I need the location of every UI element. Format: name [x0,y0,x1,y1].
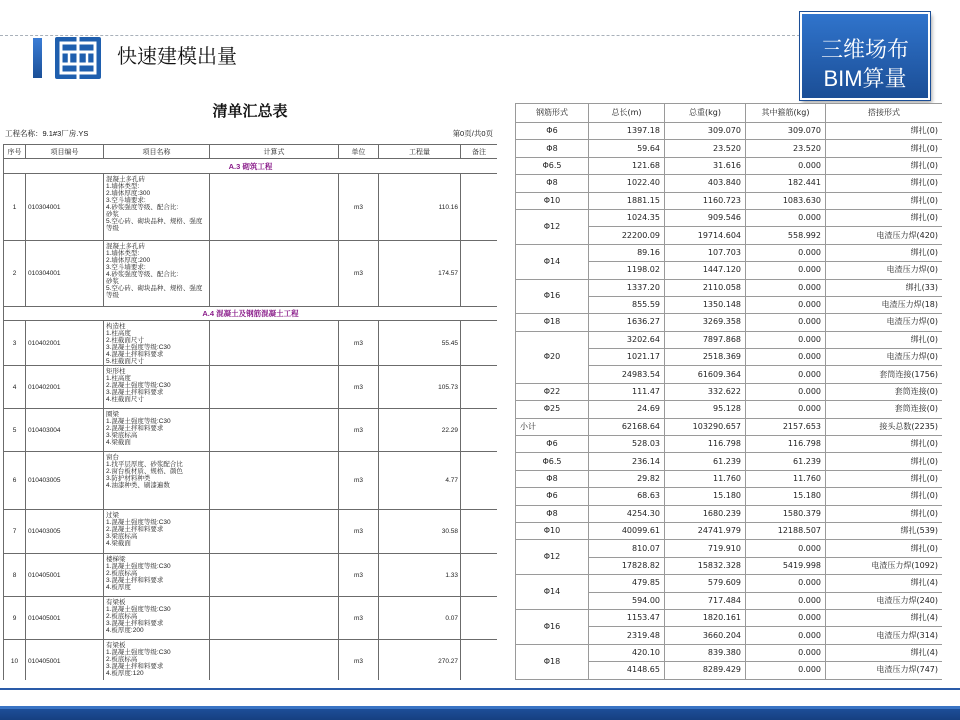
rebar-cell-spec: Φ8 [516,140,589,157]
rebar-cell-length: 40099.61 [589,522,665,539]
rebar-row [516,453,943,470]
rebar-cell-weight: 839.380 [665,644,746,661]
bill-cell-no: 7 [4,510,26,554]
bill-cell-no: 1 [4,174,26,241]
bill-cell-unit: m3 [339,174,379,241]
rebar-cell-spec: Φ6 [516,488,589,505]
rebar-cell-length: 62168.64 [589,418,665,435]
rebar-cell-stirrup: 0.000 [746,331,826,348]
company-logo [55,37,101,79]
rebar-cell-length: 24.69 [589,401,665,418]
rebar-cell-weight: 309.070 [665,123,746,140]
bill-row [4,241,498,307]
bill-cell-formula [210,452,339,510]
bill-cell-code: 010304001 [26,241,104,307]
bill-cell-code: 010402001 [26,366,104,409]
rebar-cell-spec: Φ8 [516,505,589,522]
bill-cell-no: 8 [4,554,26,597]
bill-header-name: 项目名称 [104,145,210,159]
rebar-cell-spec: Φ18 [516,314,589,331]
rebar-cell-length: 1337.20 [589,279,665,296]
rebar-cell-weight: 19714.604 [665,227,746,244]
bill-cell-note [461,554,498,597]
rebar-cell-weight: 3660.204 [665,627,746,644]
rebar-cell-spec: Φ14 [516,244,589,279]
bill-cell-formula [210,409,339,452]
rebar-cell-lap: 电渣压力焊(18) [826,296,943,313]
rebar-row [516,470,943,487]
rebar-row [516,331,943,348]
rebar-cell-lap: 绑扎(4) [826,609,943,626]
bill-cell-unit: m3 [339,321,379,366]
rebar-cell-stirrup: 1083.630 [746,192,826,209]
rebar-row [516,140,943,157]
rebar-cell-lap: 绑扎(0) [826,192,943,209]
bill-cell-name: 矩形柱 1.柱高度 2.混凝土强度等级:C30 3.混凝土拌和料要求 4.柱截面尺寸 [104,366,210,409]
bill-table [3,144,497,680]
rebar-cell-stirrup: 0.000 [746,296,826,313]
rebar-cell-spec: Φ12 [516,209,589,244]
rebar-row [516,279,943,296]
bill-section-title: A.4 混凝土及钢筋混凝土工程 [4,307,498,321]
rebar-cell-length: 1153.47 [589,609,665,626]
bill-row [4,597,498,640]
rebar-cell-weight: 95.128 [665,401,746,418]
rebar-cell-lap: 电渣压力焊(314) [826,627,943,644]
bill-project-name: 工程名称：9.1#3厂房.YS [5,129,89,138]
rebar-cell-length: 29.82 [589,470,665,487]
rebar-row [516,644,943,661]
rebar-cell-stirrup: 61.239 [746,453,826,470]
bill-cell-name: 混凝土多孔砖 1.墙体类型: 2.墙体厚度:300 3.空斗墙要求: 4.砂浆强度等级、配合比: 砂浆 5.空心砖、砌块品种、规格、强度等级 [104,174,210,241]
rebar-cell-length: 3202.64 [589,331,665,348]
bill-cell-no: 6 [4,452,26,510]
rebar-cell-weight: 7897.868 [665,331,746,348]
bill-cell-quantity: 174.57 [379,241,461,307]
bill-cell-unit: m3 [339,409,379,452]
bill-page-number: 第0页/共0页 [452,129,493,138]
rebar-cell-weight: 717.484 [665,592,746,609]
rebar-cell-length: 68.63 [589,488,665,505]
rebar-cell-weight: 3269.358 [665,314,746,331]
rebar-cell-stirrup: 0.000 [746,540,826,557]
rebar-cell-spec: Φ16 [516,279,589,314]
rebar-summary-sheet [515,103,942,680]
rebar-cell-lap: 绑扎(0) [826,157,943,174]
rebar-cell-spec: Φ12 [516,540,589,575]
rebar-cell-spec: Φ8 [516,175,589,192]
bill-cell-formula [210,174,339,241]
bill-header-unit: 单位 [339,145,379,159]
bill-cell-note [461,321,498,366]
rebar-cell-stirrup: 0.000 [746,401,826,418]
rebar-cell-length: 1636.27 [589,314,665,331]
rebar-cell-lap: 绑扎(0) [826,436,943,453]
rebar-cell-spec: Φ8 [516,470,589,487]
bill-header-quantity: 工程量 [379,145,461,159]
rebar-cell-lap: 绑扎(0) [826,331,943,348]
rebar-row [516,609,943,626]
bill-cell-code: 010403005 [26,452,104,510]
rebar-cell-stirrup: 0.000 [746,383,826,400]
rebar-cell-weight: 1447.120 [665,262,746,279]
bill-cell-formula [210,366,339,409]
rebar-cell-spec: Φ25 [516,401,589,418]
rebar-cell-stirrup: 12188.507 [746,522,826,539]
rebar-cell-stirrup: 0.000 [746,349,826,366]
rebar-cell-weight: 579.609 [665,575,746,592]
rebar-header-spec: 钢筋形式 [516,104,589,123]
rebar-cell-stirrup: 0.000 [746,627,826,644]
bill-cell-name: 过梁 1.混凝土强度等级:C30 2.混凝土拌和料要求 3.梁底标高 4.梁截面 [104,510,210,554]
rebar-header-weight: 总重(kg) [665,104,746,123]
rebar-cell-spec: Φ14 [516,575,589,610]
rebar-cell-lap: 电渣压力焊(420) [826,227,943,244]
rebar-cell-weight: 11.760 [665,470,746,487]
rebar-cell-lap: 套筒连接(1756) [826,366,943,383]
rebar-cell-weight: 15832.328 [665,557,746,574]
rebar-cell-length: 121.68 [589,157,665,174]
rebar-cell-stirrup: 23.520 [746,140,826,157]
rebar-cell-stirrup: 1580.379 [746,505,826,522]
rebar-cell-lap: 绑扎(0) [826,505,943,522]
rebar-cell-weight: 1680.239 [665,505,746,522]
bill-cell-quantity: 0.07 [379,597,461,640]
rebar-cell-length: 479.85 [589,575,665,592]
rebar-cell-weight: 2110.058 [665,279,746,296]
rebar-cell-lap: 电渣压力焊(0) [826,349,943,366]
bill-cell-note [461,452,498,510]
rebar-cell-stirrup: 0.000 [746,609,826,626]
bill-cell-no: 5 [4,409,26,452]
bill-cell-unit: m3 [339,554,379,597]
bill-cell-quantity: 1.33 [379,554,461,597]
rebar-cell-stirrup: 0.000 [746,366,826,383]
rebar-cell-lap: 电渣压力焊(747) [826,662,943,679]
rebar-cell-lap: 绑扎(4) [826,575,943,592]
rebar-cell-weight: 909.546 [665,209,746,226]
bill-section-title: A.3 砌筑工程 [4,159,498,174]
rebar-cell-weight: 31.616 [665,157,746,174]
rebar-cell-stirrup: 0.000 [746,662,826,679]
rebar-cell-length: 17828.82 [589,557,665,574]
rebar-cell-spec: Φ6.5 [516,157,589,174]
rebar-cell-lap: 电渣压力焊(0) [826,262,943,279]
rebar-cell-length: 4254.30 [589,505,665,522]
bill-cell-quantity: 22.29 [379,409,461,452]
rebar-cell-weight: 719.910 [665,540,746,557]
rebar-cell-stirrup: 309.070 [746,123,826,140]
title-accent-bar [33,38,42,78]
rebar-cell-spec: Φ20 [516,331,589,383]
bill-cell-no: 3 [4,321,26,366]
rebar-cell-lap: 绑扎(0) [826,488,943,505]
rebar-cell-weight: 24741.979 [665,522,746,539]
rebar-cell-stirrup: 0.000 [746,279,826,296]
bill-cell-code: 010405001 [26,597,104,640]
header-dashed-divider [0,35,800,36]
bill-cell-formula [210,321,339,366]
bill-cell-code: 010403004 [26,409,104,452]
rebar-cell-lap: 绑扎(0) [826,470,943,487]
rebar-cell-spec: Φ6.5 [516,453,589,470]
rebar-cell-weight: 332.622 [665,383,746,400]
bill-header-formula: 计算式 [210,145,339,159]
bill-cell-name: 窗台 1.找平层厚度、砂浆配合比 2.窗台板材质、规格、颜色 3.防护材料种类 4.油漆种类、刷漆遍数 [104,452,210,510]
bill-row [4,366,498,409]
bill-cell-code: 010405001 [26,640,104,681]
rebar-row [516,383,943,400]
rebar-cell-stirrup: 0.000 [746,157,826,174]
bill-cell-note [461,640,498,681]
bill-cell-no: 4 [4,366,26,409]
rebar-cell-stirrup: 0.000 [746,209,826,226]
rebar-cell-length: 1024.35 [589,209,665,226]
bill-cell-unit: m3 [339,241,379,307]
rebar-cell-length: 810.07 [589,540,665,557]
bill-row [4,554,498,597]
rebar-row [516,157,943,174]
bill-row [4,510,498,554]
rebar-cell-weight: 103290.657 [665,418,746,435]
rebar-cell-lap: 绑扎(0) [826,140,943,157]
bill-section-row [4,307,498,321]
rebar-cell-lap: 套筒连接(0) [826,401,943,418]
bill-cell-unit: m3 [339,597,379,640]
rebar-cell-stirrup: 0.000 [746,575,826,592]
rebar-cell-length: 236.14 [589,453,665,470]
rebar-cell-stirrup: 5419.998 [746,557,826,574]
rebar-row [516,314,943,331]
rebar-cell-length: 2319.48 [589,627,665,644]
rebar-cell-lap: 绑扎(0) [826,175,943,192]
bill-cell-no: 2 [4,241,26,307]
rebar-row [516,123,943,140]
bill-cell-note [461,366,498,409]
rebar-cell-stirrup: 2157.653 [746,418,826,435]
rebar-cell-weight: 8289.429 [665,662,746,679]
bill-cell-note [461,241,498,307]
rebar-cell-stirrup: 11.760 [746,470,826,487]
rebar-cell-stirrup: 0.000 [746,244,826,261]
rebar-cell-stirrup: 0.000 [746,314,826,331]
bill-cell-quantity: 30.58 [379,510,461,554]
bill-cell-name: 圈梁 1.混凝土强度等级:C30 2.混凝土拌和料要求 3.梁底标高 4.梁截面 [104,409,210,452]
bill-cell-formula [210,241,339,307]
bill-table-body [4,159,498,681]
bill-cell-unit: m3 [339,452,379,510]
rebar-cell-lap: 绑扎(0) [826,123,943,140]
rebar-cell-stirrup: 0.000 [746,592,826,609]
rebar-cell-stirrup: 0.000 [746,262,826,279]
rebar-cell-weight: 107.703 [665,244,746,261]
rebar-subtotal-label: 小计 [516,418,589,435]
bill-row [4,174,498,241]
rebar-cell-lap: 接头总数(2235) [826,418,943,435]
bill-row [4,452,498,510]
rebar-cell-length: 1198.02 [589,262,665,279]
rebar-row [516,401,943,418]
rebar-cell-length: 4148.65 [589,662,665,679]
rebar-cell-lap: 绑扎(4) [826,644,943,661]
bill-header-code: 项目编号 [26,145,104,159]
bill-cell-note [461,409,498,452]
rebar-row [516,192,943,209]
bill-cell-code: 010304001 [26,174,104,241]
bill-cell-quantity: 4.77 [379,452,461,510]
bill-summary-sheet [3,95,497,680]
rebar-cell-weight: 1820.161 [665,609,746,626]
bill-cell-name: 楼梯梁 1.混凝土强度等级:C30 2.板底标高 3.混凝土拌和料要求 4.板厚度 [104,554,210,597]
rebar-cell-length: 1021.17 [589,349,665,366]
rebar-cell-spec: Φ10 [516,522,589,539]
bill-cell-formula [210,554,339,597]
rebar-cell-spec: Φ18 [516,644,589,679]
rebar-row [516,488,943,505]
bill-cell-no: 9 [4,597,26,640]
rebar-cell-stirrup: 0.000 [746,644,826,661]
rebar-cell-weight: 15.180 [665,488,746,505]
rebar-table-body [516,123,943,680]
rebar-header-length: 总长(m) [589,104,665,123]
rebar-cell-weight: 1160.723 [665,192,746,209]
rebar-cell-stirrup: 558.992 [746,227,826,244]
rebar-row [516,244,943,261]
bill-cell-code: 010405001 [26,554,104,597]
rebar-cell-weight: 403.840 [665,175,746,192]
rebar-header-stirrup: 其中箍筋(kg) [746,104,826,123]
rebar-cell-lap: 绑扎(0) [826,540,943,557]
rebar-cell-lap: 绑扎(539) [826,522,943,539]
bill-title: 清单汇总表 [212,102,288,120]
rebar-row [516,505,943,522]
bill-cell-name: 构造柱 1.柱高度 2.柱截面尺寸 3.混凝土强度等级:C30 4.混凝土拌和料要求 5.柱截面尺寸 [104,321,210,366]
rebar-cell-weight: 61.239 [665,453,746,470]
rebar-cell-length: 24983.54 [589,366,665,383]
bill-header-no: 序号 [4,145,26,159]
rebar-row [516,575,943,592]
badge-line-1: 三维场布 [820,37,909,62]
bill-cell-unit: m3 [339,366,379,409]
rebar-row [516,522,943,539]
rebar-cell-length: 594.00 [589,592,665,609]
rebar-subtotal-row [516,418,943,435]
footer-divider [0,688,960,690]
rebar-cell-lap: 绑扎(0) [826,209,943,226]
bill-cell-note [461,510,498,554]
rebar-cell-stirrup: 15.180 [746,488,826,505]
rebar-cell-lap: 电渣压力焊(1092) [826,557,943,574]
rebar-cell-length: 1022.40 [589,175,665,192]
bill-row [4,640,498,681]
rebar-cell-lap: 套筒连接(0) [826,383,943,400]
rebar-cell-weight: 1350.148 [665,296,746,313]
bill-cell-name: 有梁板 1.混凝土强度等级:C30 2.板底标高 3.混凝土拌和料要求 4.板厚度:200 [104,597,210,640]
rebar-cell-length: 1881.15 [589,192,665,209]
footer-bar [0,706,960,720]
bill-cell-formula [210,597,339,640]
rebar-cell-length: 111.47 [589,383,665,400]
rebar-header-row [516,104,943,123]
rebar-cell-spec: Φ6 [516,436,589,453]
rebar-cell-spec: Φ22 [516,383,589,400]
rebar-cell-weight: 23.520 [665,140,746,157]
badge-line-2: BIM算量 [823,66,907,91]
rebar-cell-length: 420.10 [589,644,665,661]
rebar-cell-spec: Φ6 [516,123,589,140]
rebar-cell-weight: 116.798 [665,436,746,453]
bill-cell-name: 有梁板 1.混凝土强度等级:C30 2.板底标高 3.混凝土拌和料要求 4.板厚度:120 [104,640,210,681]
rebar-cell-spec: Φ16 [516,609,589,644]
bill-cell-note [461,597,498,640]
bill-cell-unit: m3 [339,510,379,554]
rebar-cell-lap: 电渣压力焊(0) [826,314,943,331]
rebar-cell-length: 855.59 [589,296,665,313]
topic-badge [800,12,930,100]
rebar-cell-lap: 绑扎(33) [826,279,943,296]
bill-cell-no: 10 [4,640,26,681]
bill-section-row [4,159,498,174]
rebar-cell-stirrup: 182.441 [746,175,826,192]
bill-cell-unit: m3 [339,640,379,681]
bill-row [4,409,498,452]
bill-cell-name: 混凝土多孔砖 1.墙体类型: 2.墙体厚度:200 3.空斗墙要求: 4.砂浆强度等级、配合比: 砂浆 5.空心砖、砌块品种、规格、强度等级 [104,241,210,307]
bill-cell-formula [210,510,339,554]
bill-cell-quantity: 55.45 [379,321,461,366]
bill-header-note: 备注 [461,145,498,159]
rebar-row [516,209,943,226]
rebar-cell-length: 89.16 [589,244,665,261]
rebar-header-lap: 搭接形式 [826,104,943,123]
bill-cell-quantity: 110.16 [379,174,461,241]
bill-header-row [4,145,498,159]
rebar-cell-stirrup: 116.798 [746,436,826,453]
rebar-cell-length: 1397.18 [589,123,665,140]
rebar-table [515,103,942,680]
rebar-cell-spec: Φ10 [516,192,589,209]
bill-cell-note [461,174,498,241]
rebar-cell-weight: 61609.364 [665,366,746,383]
rebar-cell-lap: 绑扎(0) [826,453,943,470]
rebar-row [516,540,943,557]
rebar-cell-length: 528.03 [589,436,665,453]
bill-cell-quantity: 105.73 [379,366,461,409]
rebar-cell-lap: 电渣压力焊(240) [826,592,943,609]
rebar-cell-lap: 绑扎(0) [826,244,943,261]
rebar-cell-length: 22200.09 [589,227,665,244]
rebar-cell-length: 59.64 [589,140,665,157]
slide-title: 快速建模出量 [117,46,237,68]
rebar-row [516,436,943,453]
bill-cell-quantity: 270.27 [379,640,461,681]
bill-cell-formula [210,640,339,681]
bill-cell-code: 010402001 [26,321,104,366]
bill-cell-code: 010403005 [26,510,104,554]
bill-row [4,321,498,366]
rebar-row [516,175,943,192]
rebar-cell-weight: 2518.369 [665,349,746,366]
